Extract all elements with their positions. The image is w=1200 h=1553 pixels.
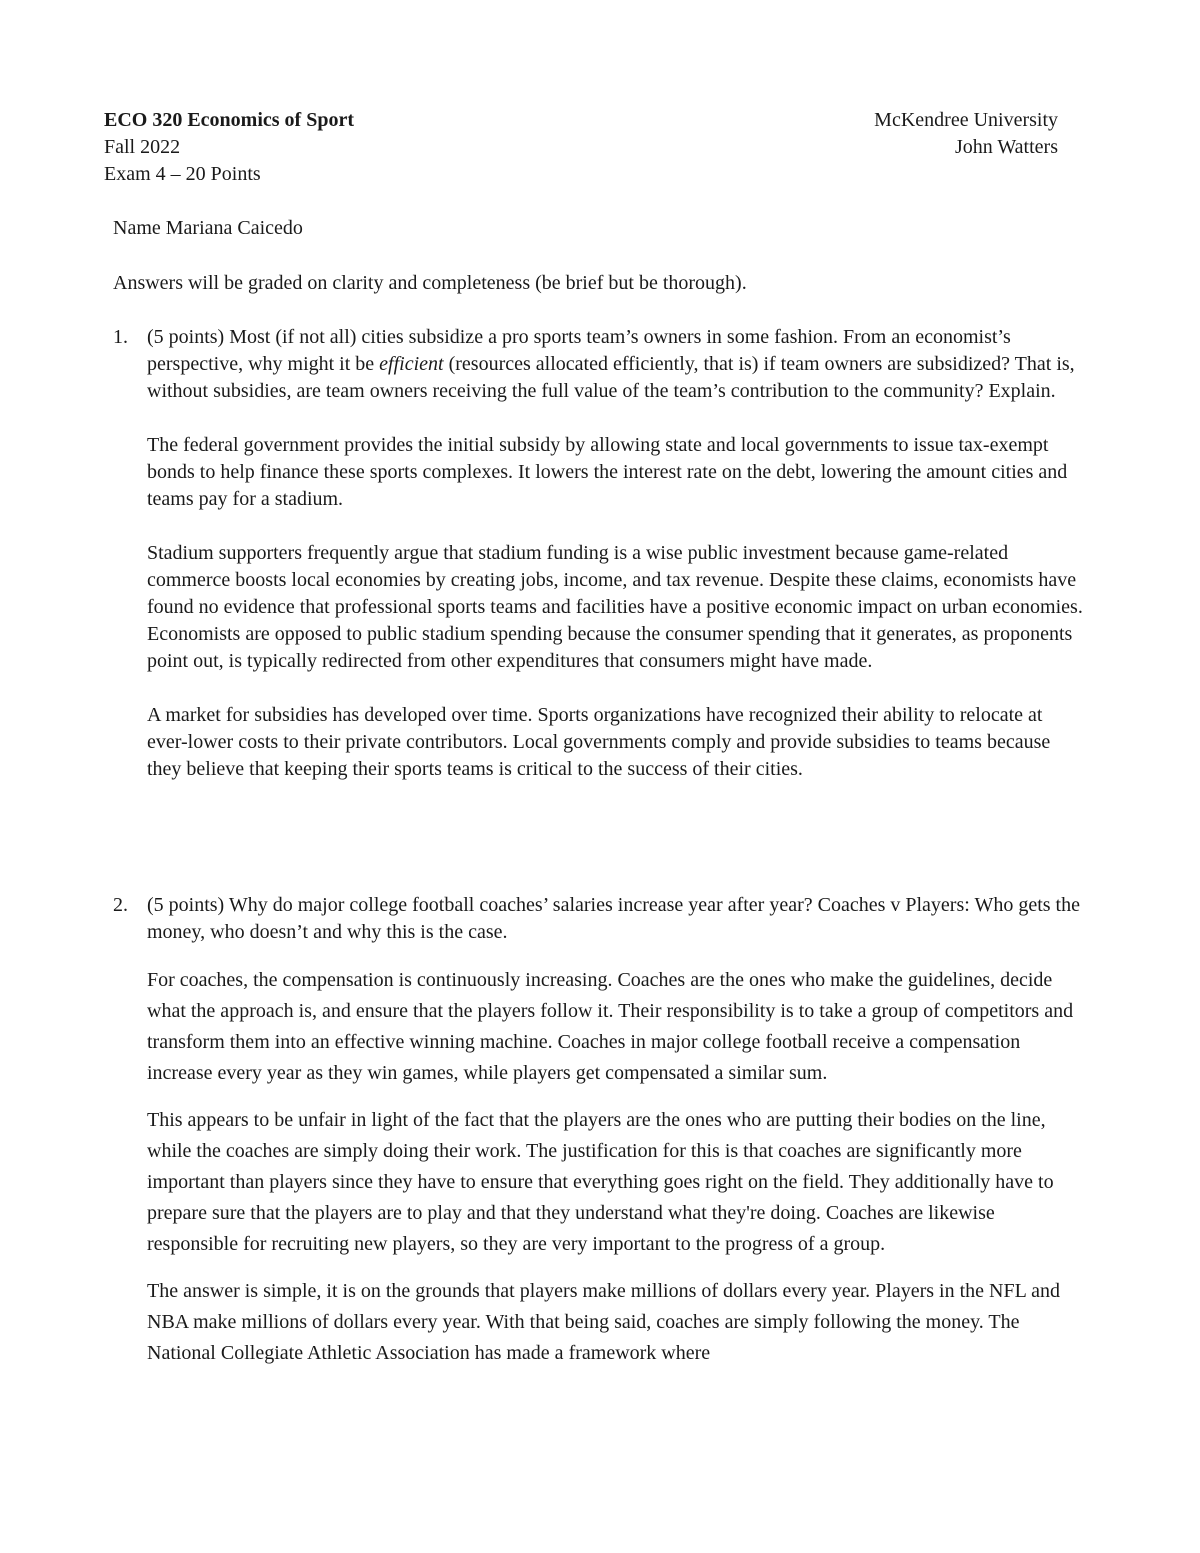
answer-paragraph: This appears to be unfair in light of the fact that the players are the ones who are putting their bodies on the line, while the coaches are simply doing their work. The justification for this is that coaches are significantly more important than players since they have to ensure that everything goes right on the field. They additionally have to prepare sure that the players are to play and that they understand what they're doing. Coaches are likewise responsible for recruiting new players, so they are very important to the progress of a group. <box>147 1109 1054 1255</box>
exam-title: Exam 4 – 20 Points <box>104 163 261 185</box>
answer-paragraph: The answer is simple, it is on the grounds that players make millions of dollars every year. Players in the NFL and NBA make millions of dollars every year. With that being said, coaches are simply following the money. The National Collegiate Athletic Association has made a framework where <box>147 1280 1060 1364</box>
course-title: ECO 320 Economics of Sport <box>104 109 354 131</box>
term: Fall 2022 <box>104 136 181 158</box>
emphasis-text: efficient <box>379 353 444 375</box>
question-prompt: (5 points) Most (if not all) cities subsidize a pro sports team’s owners in some fashion. From an economist’s perspective, why might it be efficient (resources allocated efficiently, that is) if team owners are subsidized? That is, without subsidies, are team owners receiving the full value of the team’s contribution to the community? Explain. <box>147 326 1075 402</box>
answer-paragraph: For coaches, the compensation is continuously increasing. Coaches are the ones who make the guidelines, decide what the approach is, and ensure that the players follow it. Their responsibility is to take a group of competitors and transform them into an effective winning machine. Coaches in major college football receive a compensation increase every year as they win games, while players get compensated a similar sum. <box>147 969 1074 1084</box>
question-prompt: (5 points) Why do major college football coaches’ salaries increase year after year? Coaches v Players: Who gets the money, who doesn’t and why this is the case. <box>147 894 1080 943</box>
question-2 <box>113 892 1088 1369</box>
question-1 <box>113 324 1088 783</box>
instructions: Answers will be graded on clarity and completeness (be brief but be thorough). <box>113 272 747 294</box>
answer-paragraph: Stadium supporters frequently argue that stadium funding is a wise public investment because game-related commerce boosts local economies by creating jobs, income, and tax revenue. Despite these claims, economists have found no evidence that professional sports teams and facilities have a positive economic impact on urban economies. Economists are opposed to public stadium spending because the consumer spending that it generates, as proponents point out, is typically redirected from other expenditures that consumers might have made. <box>147 542 1083 672</box>
question-number: 1. <box>113 326 128 348</box>
instructor-name: John Watters <box>954 136 1058 158</box>
answer-paragraph: A market for subsidies has developed over time. Sports organizations have recognized their ability to relocate at ever-lower costs to their private contributors. Local governments comply and provide subsidies to teams because they believe that keeping their sports teams is critical to the success of their cities. <box>147 704 1051 780</box>
university-name: McKendree University <box>874 109 1058 131</box>
student-name: Name Mariana Caicedo <box>113 217 303 239</box>
exam-header <box>104 107 1058 188</box>
answer-paragraph: The federal government provides the initial subsidy by allowing state and local governments to issue tax-exempt bonds to help finance these sports complexes. It lowers the interest rate on the debt, lowering the amount cities and teams pay for a stadium. <box>147 434 1068 510</box>
question-number: 2. <box>113 894 128 916</box>
